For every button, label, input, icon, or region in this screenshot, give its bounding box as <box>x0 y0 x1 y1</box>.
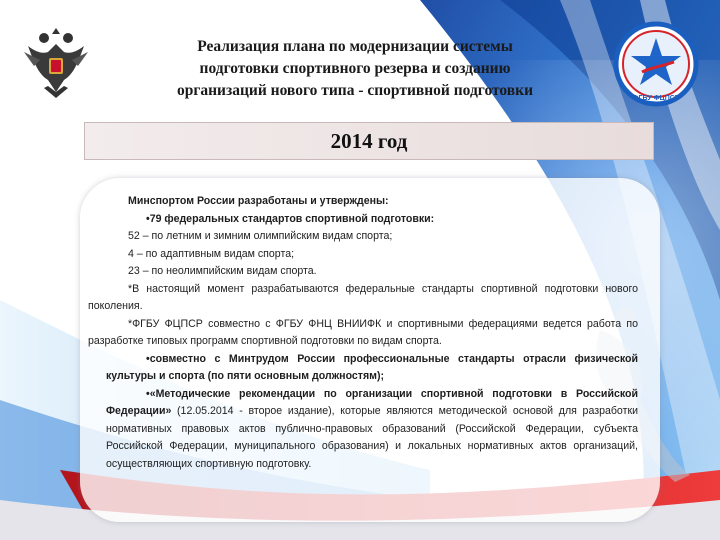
logo-text: ФГБУ ФЦПСР <box>632 95 680 102</box>
list-item: 52 – по летним и зимним олимпийским видам спорта; <box>128 230 393 242</box>
year-label: 2014 год <box>330 129 408 153</box>
list-item: *ФГБУ ФЦПСР совместно с ФГБУ ФНЦ ВНИИФК и спортивными федерациями ведется работа по разработке типовых программ спортивной подготовки по видам спорта. <box>88 317 638 347</box>
item5-rest-text: (12.05.2014 - второе издание), которые являются методической основой для разработки нормативных правовых актов публично-правовых образований (Российской Федерации, субъекта Российской Федерации, муниципального образования) и локальных нормативных актов организаций, осуществляющих спортивную подготовку. <box>106 405 638 470</box>
list-item: •совместно с Минтрудом России профессиональные стандарты отрасли физической культуры и спорта (по пяти основным должностям); <box>106 352 638 382</box>
list-item <box>88 386 638 474</box>
list-item: 4 – по адаптивным видам спорта; <box>128 247 295 260</box>
title-line-2: подготовки спортивного резерва и созданию <box>199 60 511 77</box>
emblem-icon <box>20 22 92 102</box>
content-text <box>88 193 638 473</box>
fcpsr-logo-icon <box>612 20 700 108</box>
list-item: •79 федеральных стандартов спортивной подготовки: <box>146 212 435 225</box>
title-line-1: Реализация плана по модернизации системы <box>197 38 513 55</box>
page-title <box>120 36 590 102</box>
list-item: 23 – по неолимпийским видам спорта. <box>128 265 317 277</box>
item5-bold-text: •«Методические рекомендации по организации спортивной подготовки в Российской Федерации» <box>106 387 638 417</box>
list-item: *В настоящий момент разрабатываются федеральные стандарты спортивной подготовки нового поколения. <box>88 282 638 312</box>
intro-text: Минспортом России разработаны и утверждены: <box>128 195 389 207</box>
title-line-3: организаций нового типа - спортивной подготовки <box>176 82 534 99</box>
